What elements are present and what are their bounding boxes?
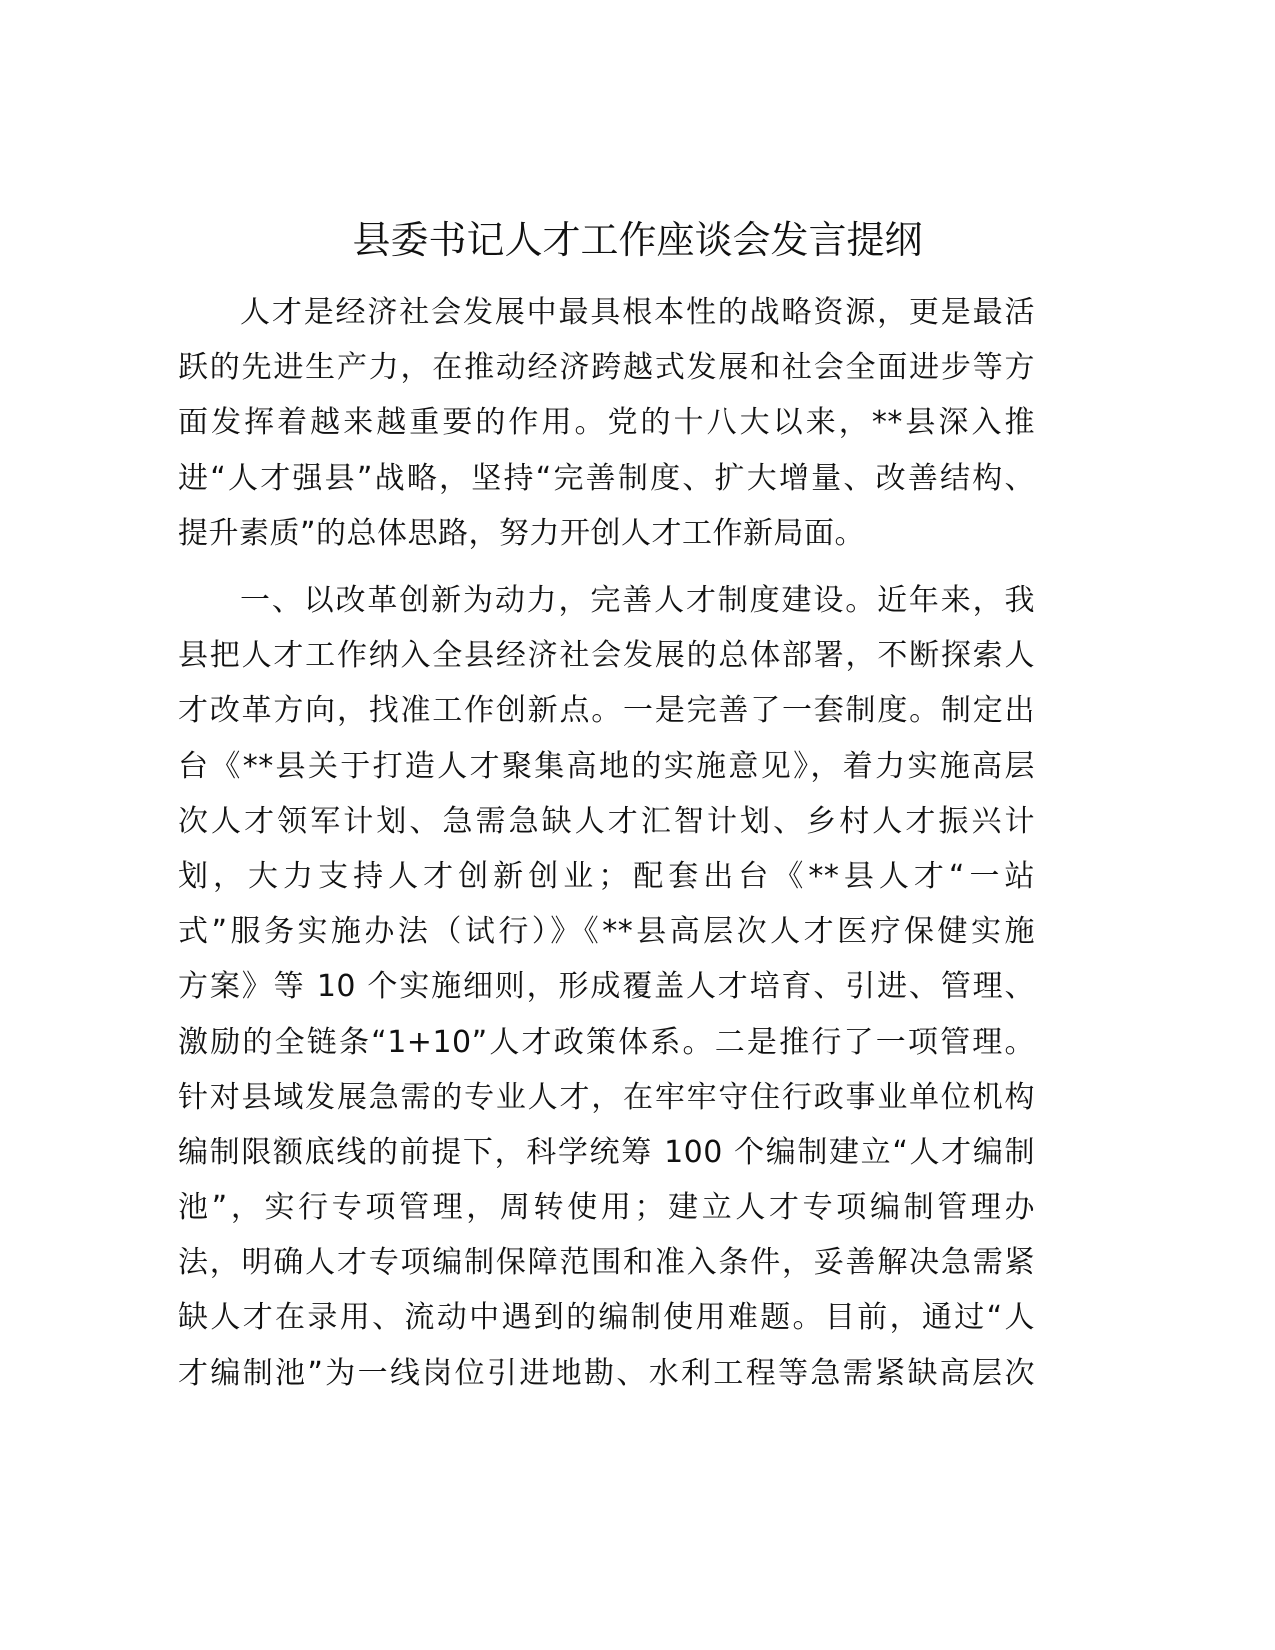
text-line: 方案》等 10 个实施细则，形成覆盖人才培育、引进、管理、 xyxy=(178,969,1035,1005)
text-line: 划，大力支持人才创新创业；配套出台《**县人才“一站 xyxy=(178,858,1035,894)
text-line: 进“人才强县”战略，坚持“完善制度、扩大增量、改善结构、 xyxy=(178,460,1035,496)
paragraph-section-one xyxy=(178,573,1035,1401)
text-line: 缺人才在录用、流动中遇到的编制使用难题。目前，通过“人 xyxy=(178,1300,1035,1336)
text-line: 才改革方向，找准工作创新点。一是完善了一套制度。制定出 xyxy=(178,693,1035,729)
text-line: 激励的全链条“1+10”人才政策体系。二是推行了一项管理。 xyxy=(178,1024,1035,1060)
text-line: 跃的先进生产力，在推动经济跨越式发展和社会全面进步等方 xyxy=(178,350,1035,386)
text-line: 台《**县关于打造人才聚集高地的实施意见》，着力实施高层 xyxy=(178,748,1035,784)
text-line: 一、以改革创新为动力，完善人才制度建设。近年来，我 xyxy=(240,583,1035,618)
text-line: 池”，实行专项管理，周转使用；建立人才专项编制管理办 xyxy=(178,1190,1035,1226)
text-line: 才编制池”为一线岗位引进地勘、水利工程等急需紧缺高层次 xyxy=(178,1355,1035,1391)
text-line: 提升素质”的总体思路，努力开创人才工作新局面。 xyxy=(178,515,866,551)
paragraph-intro xyxy=(178,285,1035,561)
text-line: 人才是经济社会发展中最具根本性的战略资源，更是最活 xyxy=(240,295,1035,330)
text-line: 针对县域发展急需的专业人才，在牢牢守住行政事业单位机构 xyxy=(178,1079,1035,1115)
text-line: 式”服务实施办法（试行）》《**县高层次人才医疗保健实施 xyxy=(178,914,1035,950)
text-line: 次人才领军计划、急需急缺人才汇智计划、乡村人才振兴计 xyxy=(178,803,1035,839)
text-line: 法，明确人才专项编制保障范围和准入条件，妥善解决急需紧 xyxy=(178,1245,1035,1281)
text-line: 县把人才工作纳入全县经济社会发展的总体部署，不断探索人 xyxy=(178,638,1035,674)
document-title: 县委书记人才工作座谈会发言提纲 xyxy=(352,218,923,262)
text-line: 面发挥着越来越重要的作用。党的十八大以来，**县深入推 xyxy=(178,405,1035,441)
text-line: 编制限额底线的前提下，科学统筹 100 个编制建立“人才编制 xyxy=(178,1134,1035,1170)
